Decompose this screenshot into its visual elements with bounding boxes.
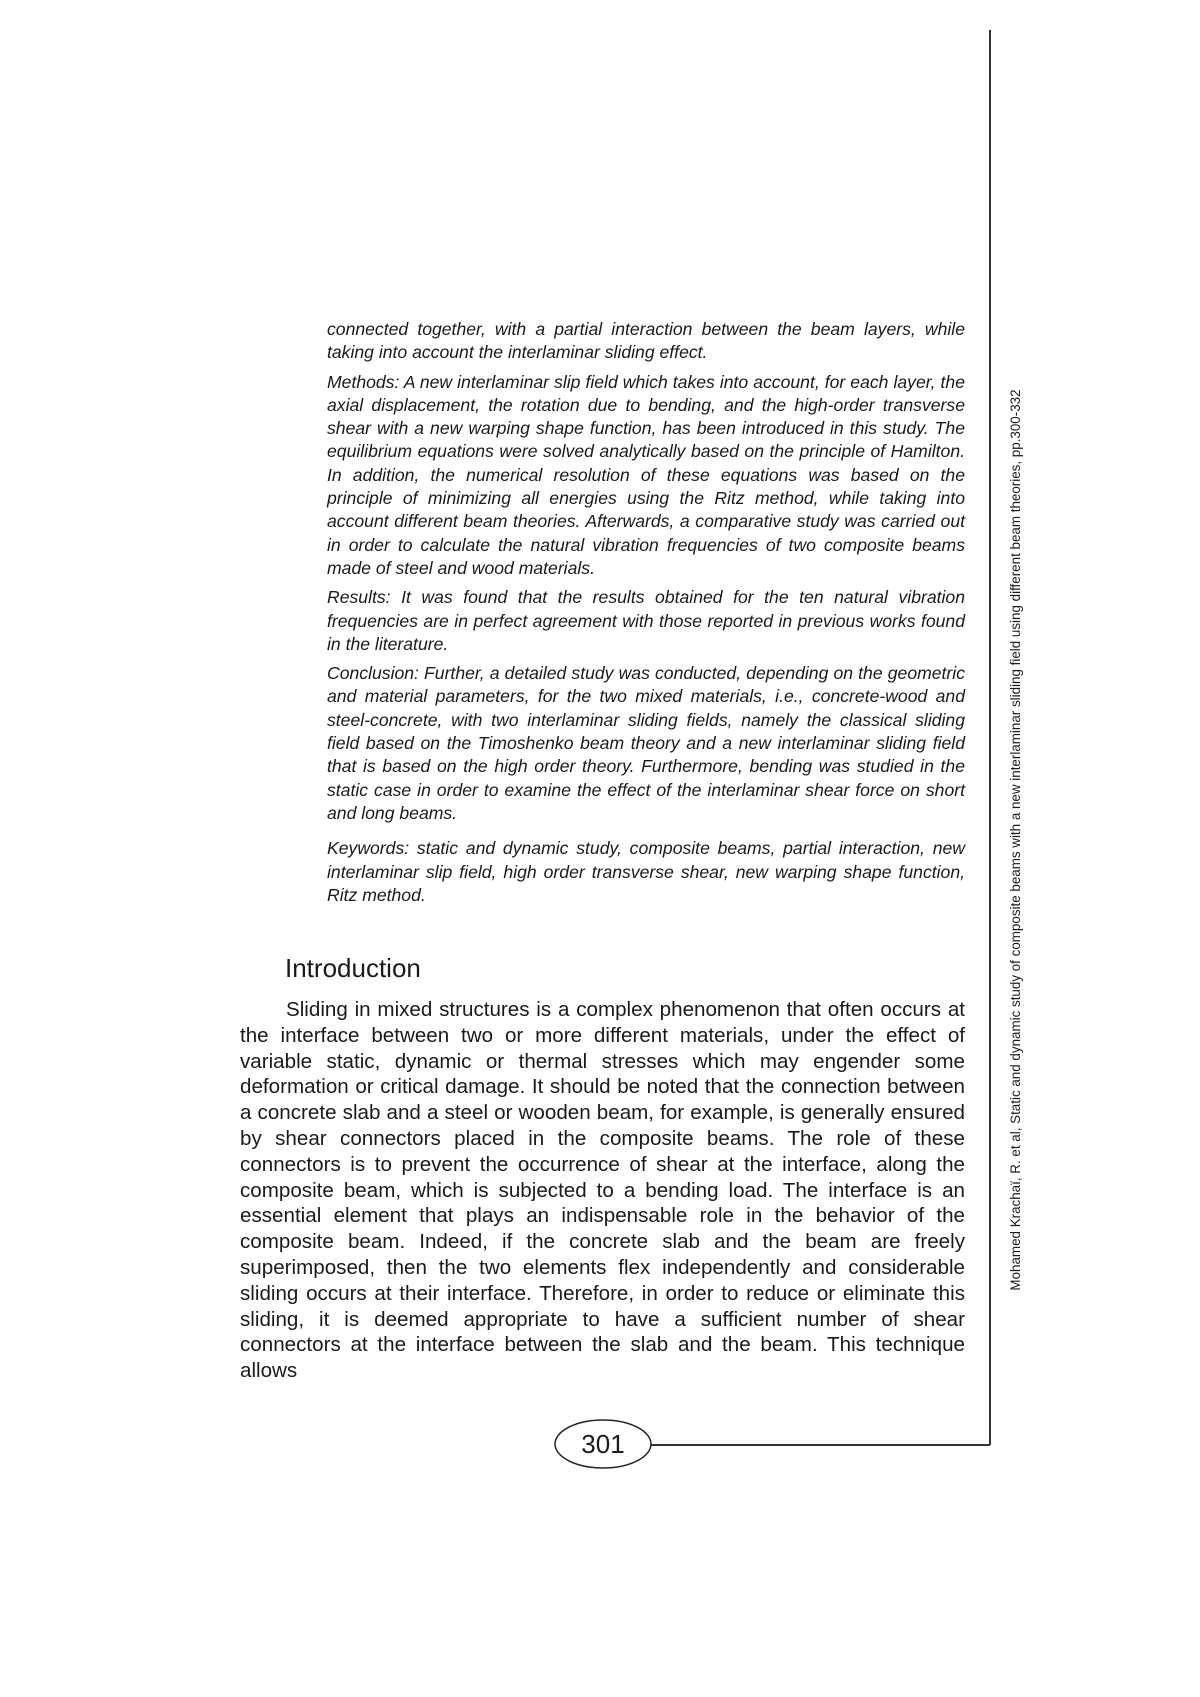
running-header-container (1001, 320, 1031, 1360)
abstract-keywords: Keywords: static and dynamic study, composite beams, partial interaction, new interlaminar slip field, high order transverse shear, new warping shape function, Ritz method. (327, 838, 965, 905)
page-number: 301 (581, 1429, 625, 1459)
abstract (327, 318, 965, 913)
page-number-badge (553, 1418, 653, 1470)
abstract-conclusion: Conclusion: Further, a detailed study was conducted, depending on the geometric and material parameters, for the two mixed materials, i.e., concrete-wood and steel-concrete, with two interlaminar sliding fields, namely the classical sliding field based on the Timoshenko beam theory and a new interlaminar sliding field that is based on the high order theory. Furthermore, bending was studied in the static case in order to examine the effect of the interlaminar shear force on short and long beams. (327, 663, 965, 823)
footer-rule-horizontal (648, 1444, 990, 1446)
running-header: Mohamed Krachaï, R. et al, Static and dynamic study of composite beams with a new interlaminar sliding field using different beam theories, pp.300-332 (1008, 389, 1023, 1291)
abstract-methods: Methods: A new interlaminar slip field which takes into account, for each layer, the axial displacement, the rotation due to bending, and the high-order transverse shear with a new warping shape function, has been introduced in this study. The equilibrium equations were solved analytically based on the principle of Hamilton. In addition, the numerical resolution of these equations was based on the principle of minimizing all energies using the Ritz method, while taking into account different beam theories. Afterwards, a comparative study was carried out in order to calculate the natural vibration frequencies of two composite beams made of steel and wood materials. (327, 371, 965, 578)
introduction-heading: Introduction (285, 953, 421, 983)
introduction-paragraph: Sliding in mixed structures is a complex phenomenon that often occurs at the interface between two or more different materials, under the effect of variable static, dynamic or thermal stresses which may engender some deformation or critical damage. It should be noted that the connection between a concrete slab and a steel or wooden beam, for example, is generally ensured by shear connectors placed in the composite beams. The role of these connectors is to prevent the occurrence of shear at the interface, along the composite beam, which is subjected to a bending load. The interface is an essential element that plays an indispensable role in the behavior of the composite beam. Indeed, if the concrete slab and the beam are freely superimposed, then the two elements flex independently and considerable sliding occurs at their interface. Therefore, in order to reduce or eliminate this sliding, it is deemed appropriate to have a sufficient number of shear connectors at the interface between the slab and the beam. This technique allows (240, 998, 965, 1383)
abstract-results: Results: It was found that the results obtained for the ten natural vibration frequencies are in perfect agreement with those reported in previous works found in the literature. (327, 587, 965, 654)
abstract-continuation: connected together, with a partial interaction between the beam layers, while taking into account the interlaminar sliding effect. (327, 319, 965, 363)
margin-rule-vertical (989, 30, 991, 1445)
